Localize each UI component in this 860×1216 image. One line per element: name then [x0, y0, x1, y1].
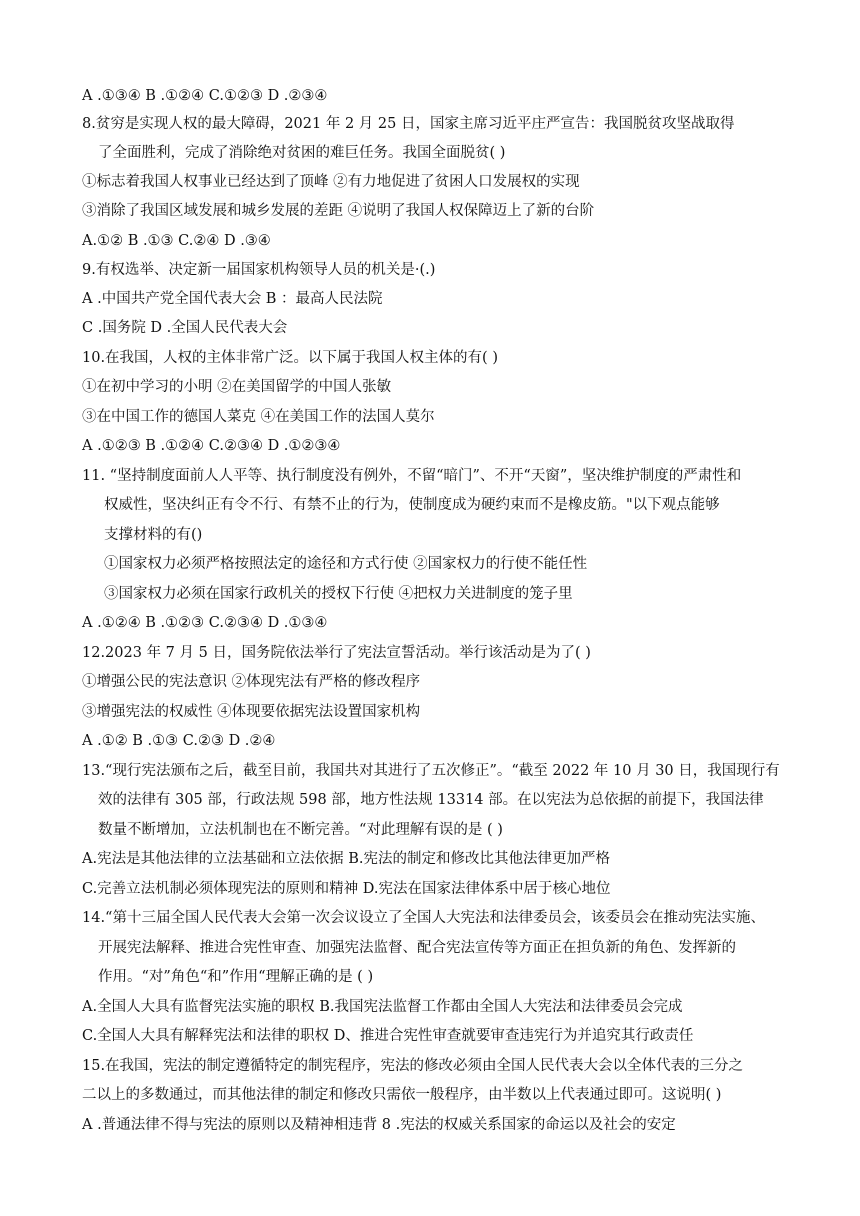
q8-stem-line-2: 了全面胜利，完成了消除绝对贫困的难巨任务。我国全面脱贫( )	[98, 145, 506, 161]
q13-options-2: C.完善立法机制必须体现宪法的原则和精神 D.宪法在国家法律体系中居于核心地位	[82, 881, 611, 897]
q10-options: A .①②③ B .①②④ C.②③④ D .①②③④	[82, 438, 341, 454]
q12-options: A .①② B .①③ C.②③ D .②④	[82, 733, 276, 749]
q10-stem: 10.在我国，人权的主体非常广泛。以下属于我国人权主体的有( )	[82, 350, 498, 366]
q15-options-1: A .普通法律不得与宪法的原则以及精神相违背 8 .宪法的权威关系国家的命运以及社会的安定	[82, 1117, 676, 1133]
q8-statements-2: ③消除了我国区域发展和城乡发展的差距 ④说明了我国人权保障迈上了新的台阶	[82, 203, 595, 219]
q12-statements-2: ③增强宪法的权威性 ④体现要依据宪法设置国家机构	[82, 704, 421, 720]
q9-stem: 9.有权选举、决定新一届国家机构领导人员的机关是·(.)	[82, 262, 436, 278]
q9-options-1: A .中国共产党全国代表大会 B ：最高人民法院	[82, 291, 383, 307]
q14-options-2: C.全国人大具有解释宪法和法律的职权 D、推进合宪性审查就要审查违宪行为并追究其行政责任	[82, 1028, 694, 1044]
q14-stem-line-3: 作用。“对”角色“和”作用“理解正确的是 ( )	[98, 969, 374, 985]
q8-options: A.①② B .①③ C.②④ D .③④	[82, 233, 271, 249]
q7-options: A .①③④ B .①②④ C.①②③ D .②③④	[82, 88, 328, 104]
q11-stem-line-1: 11. “坚持制度面前人人平等、执行制度没有例外，不留“暗门”、不开“天窗”，坚决维护制度的严肃性和	[82, 468, 742, 484]
q13-stem-line-3: 数量不断增加，立法机制也在不断完善。“对此理解有误的是 ( )	[98, 822, 503, 838]
q8-stem-line-1: 8.贫穷是实现人权的最大障碍，2021 年 2 月 25 日，国家主席习近平庄严宣告：我国脱贫攻坚战取得	[82, 116, 735, 132]
q14-stem-line-2: 开展宪法解释、推进合宪性审查、加强宪法监督、配合宪法宣传等方面正在担负新的角色、发挥新的	[98, 940, 736, 956]
q12-stem: 12.2023 年 7 月 5 日，国务院依法举行了宪法宣誓活动。举行该活动是为了( )	[82, 645, 591, 661]
q13-stem-line-1: 13.“现行宪法颁布之后，截至目前，我国共对其进行了五次修正”。“截至 2022 年 10 月 30 日，我国现行有	[82, 763, 780, 779]
q14-options-1: A.全国人大具有监督宪法实施的职权 B.我国宪法监督工作都由全国人大宪法和法律委员会完成	[82, 999, 683, 1015]
q13-options-1: A.宪法是其他法律的立法基础和立法依据 B.宪法的制定和修改比其他法律更加严格	[82, 851, 610, 867]
q9-options-2: C .国务院 D .全国人民代表大会	[82, 320, 288, 336]
q11-stem-line-2: 权威性，坚决纠正有令不行、有禁不止的行为，使制度成为硬约束而不是橡皮筋。"以下观点能够	[104, 497, 720, 513]
q11-options: A .①②④ B .①②③ C.②③④ D .①③④	[82, 615, 328, 631]
q13-stem-line-2: 效的法律有 305 部，行政法规 598 部，地方性法规 13314 部。在以宪法为总依据的前提下，我国法律	[98, 792, 764, 808]
q11-statements-1: ①国家权力必须严格按照法定的途径和方式行使 ②国家权力的行使不能任性	[104, 556, 588, 572]
q10-statements-2: ③在中国工作的德国人菜克 ④在美国工作的法国人莫尔	[82, 409, 435, 425]
q15-stem-line-2: 二以上的多数通过，而其他法律的制定和修改只需依一般程序，由半数以上代表通过即可。这说明( )	[82, 1087, 722, 1103]
q12-statements-1: ①增强公民的宪法意识 ②体现宪法有严格的修改程序	[82, 674, 421, 690]
q15-stem-line-1: 15.在我国，宪法的制定遵循特定的制宪程序，宪法的修改必须由全国人民代表大会以全体代表的三分之	[82, 1058, 744, 1074]
q10-statements-1: ①在初中学习的小明 ②在美国留学的中国人张敏	[82, 379, 392, 395]
q11-stem-line-3: 支撑材料的有()	[104, 527, 203, 543]
q14-stem-line-1: 14.“第十三届全国人民代表大会第一次会议设立了全国人大宪法和法律委员会，该委员会在推动宪法实施、	[82, 910, 765, 926]
q11-statements-2: ③国家权力必须在国家行政机关的授权下行使 ④把权力关进制度的笼子里	[104, 586, 573, 602]
q8-statements-1: ①标志着我国人权事业已经达到了顶峰 ②有力地促进了贫困人口发展权的实现	[82, 174, 580, 190]
